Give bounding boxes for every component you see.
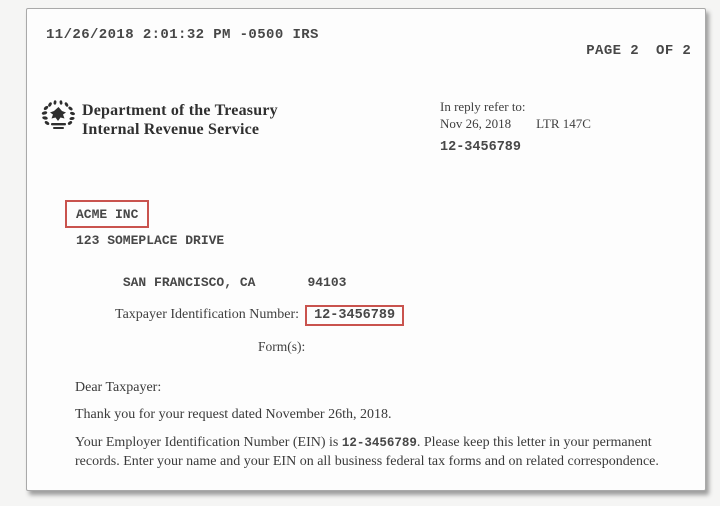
page-of-label: OF 2	[656, 43, 692, 59]
fax-timestamp: 11/26/2018 2:01:32 PM -0500 IRS	[46, 27, 319, 43]
recipient-zip: 94103	[307, 275, 347, 290]
recipient-name-highlight-box	[65, 200, 149, 228]
recipient-name: ACME INC	[76, 207, 139, 222]
letter-code: LTR 147C	[536, 116, 591, 131]
recipient-city-state: SAN FRANCISCO, CA	[122, 275, 256, 290]
in-reply-label: In reply refer to:	[440, 99, 526, 114]
tin-value-highlight-box	[305, 305, 404, 326]
irs-eagle-seal-icon	[40, 96, 78, 134]
reference-ein: 12-3456789	[440, 140, 522, 155]
agency-name	[82, 101, 278, 139]
reference-block	[440, 98, 591, 156]
paragraph-ein-notice-after: . Please keep this letter in your permanent records. Enter your name and your EIN on all business federal tax forms and on related correspondence.	[75, 435, 659, 469]
paragraph-ein-notice-before: Your Employer Identification Number (EIN) is	[75, 435, 342, 450]
forms-label: Form(s):	[258, 339, 306, 354]
tin-line	[115, 305, 404, 326]
page-indicator	[551, 27, 691, 75]
paragraph-ein-value: 12-3456789	[341, 436, 417, 450]
salutation: Dear Taxpayer:	[75, 380, 162, 395]
paragraph-thank-you: Thank you for your request dated November 26th, 2018.	[75, 407, 392, 422]
tin-value: 12-3456789	[314, 308, 396, 323]
recipient-address-block	[65, 200, 346, 314]
paragraph-ein-notice	[75, 434, 669, 471]
agency-line-2: Internal Revenue Service	[82, 121, 260, 138]
reference-date-line	[440, 115, 591, 132]
page-number-label: PAGE 2	[586, 43, 640, 59]
letter-page	[26, 8, 706, 491]
recipient-street: 123 SOMEPLACE DRIVE	[76, 233, 225, 248]
agency-line-1: Department of the Treasury	[82, 102, 278, 119]
tin-label: Taxpayer Identification Number:	[115, 307, 300, 322]
reference-date: Nov 26, 2018	[440, 116, 512, 131]
